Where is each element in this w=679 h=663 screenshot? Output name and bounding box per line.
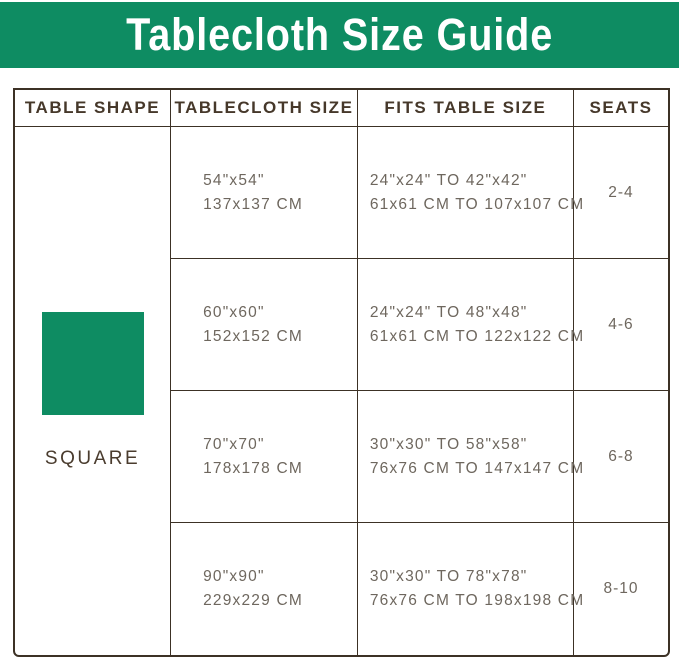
page-title: Tablecloth Size Guide <box>125 9 554 60</box>
table-row-4-fits-table-size <box>358 523 585 655</box>
table-row-2-fits-table-size <box>358 259 585 391</box>
fits-inches: 30"x30" TO 78"x78" <box>369 568 528 585</box>
fits-inches: 30"x30" TO 58"x58" <box>369 435 528 453</box>
size-guide-table <box>13 88 670 657</box>
seats-value: 6-8 <box>608 447 634 465</box>
fits-cm: 61x61 CM TO 122x122 CM <box>369 327 585 345</box>
table-row-3-fits-table-size <box>358 391 585 523</box>
fits-inches: 24"x24" TO 42"x42" <box>369 171 528 189</box>
header-label: SEATS <box>589 98 653 117</box>
table-row-1-seats <box>574 127 668 259</box>
seats-value: 4-6 <box>608 315 634 333</box>
seats-value: 2-4 <box>608 183 634 201</box>
size-cm: 152x152 CM <box>203 327 303 345</box>
fits-inches: 24"x24" TO 48"x48" <box>369 303 528 321</box>
fits-cm: 61x61 CM TO 107x107 CM <box>369 195 585 213</box>
fits-cm: 76x76 CM TO 147x147 CM <box>369 459 585 477</box>
size-cm: 137x137 CM <box>203 195 303 213</box>
size-cm: 178x178 CM <box>203 459 303 477</box>
header-cell-table-shape <box>15 90 171 127</box>
fits-cm: 76x76 CM TO 198x198 CM <box>369 592 585 609</box>
table-row-1-fits-table-size <box>358 127 585 259</box>
size-inches: 90"x90" <box>203 568 265 585</box>
size-inches: 70"x70" <box>203 435 265 453</box>
seats-value: 8-10 <box>603 580 639 597</box>
header-cell-seats <box>574 90 668 127</box>
title-banner <box>0 2 679 68</box>
size-inches: 60"x60" <box>203 303 265 321</box>
table-row-4-tablecloth-size <box>171 523 358 655</box>
table-row-2-seats <box>574 259 668 391</box>
size-inches: 54"x54" <box>203 171 265 189</box>
header-label: TABLE SHAPE <box>24 98 161 117</box>
table-row-4-seats <box>574 523 668 655</box>
shape-label: SQUARE <box>44 448 141 469</box>
header-cell-fits-table-size <box>358 90 574 127</box>
header-label: TABLECLOTH SIZE <box>174 98 354 117</box>
header-label: FITS TABLE SIZE <box>384 98 547 117</box>
size-cm: 229x229 CM <box>203 592 303 609</box>
table-row-3-seats <box>574 391 668 523</box>
table-row-1-tablecloth-size <box>171 127 358 259</box>
table-shape-cell <box>15 127 171 655</box>
square-shape-icon <box>42 312 144 415</box>
table-row-2-tablecloth-size <box>171 259 358 391</box>
table-row-3-tablecloth-size <box>171 391 358 523</box>
header-cell-tablecloth-size <box>171 90 358 127</box>
